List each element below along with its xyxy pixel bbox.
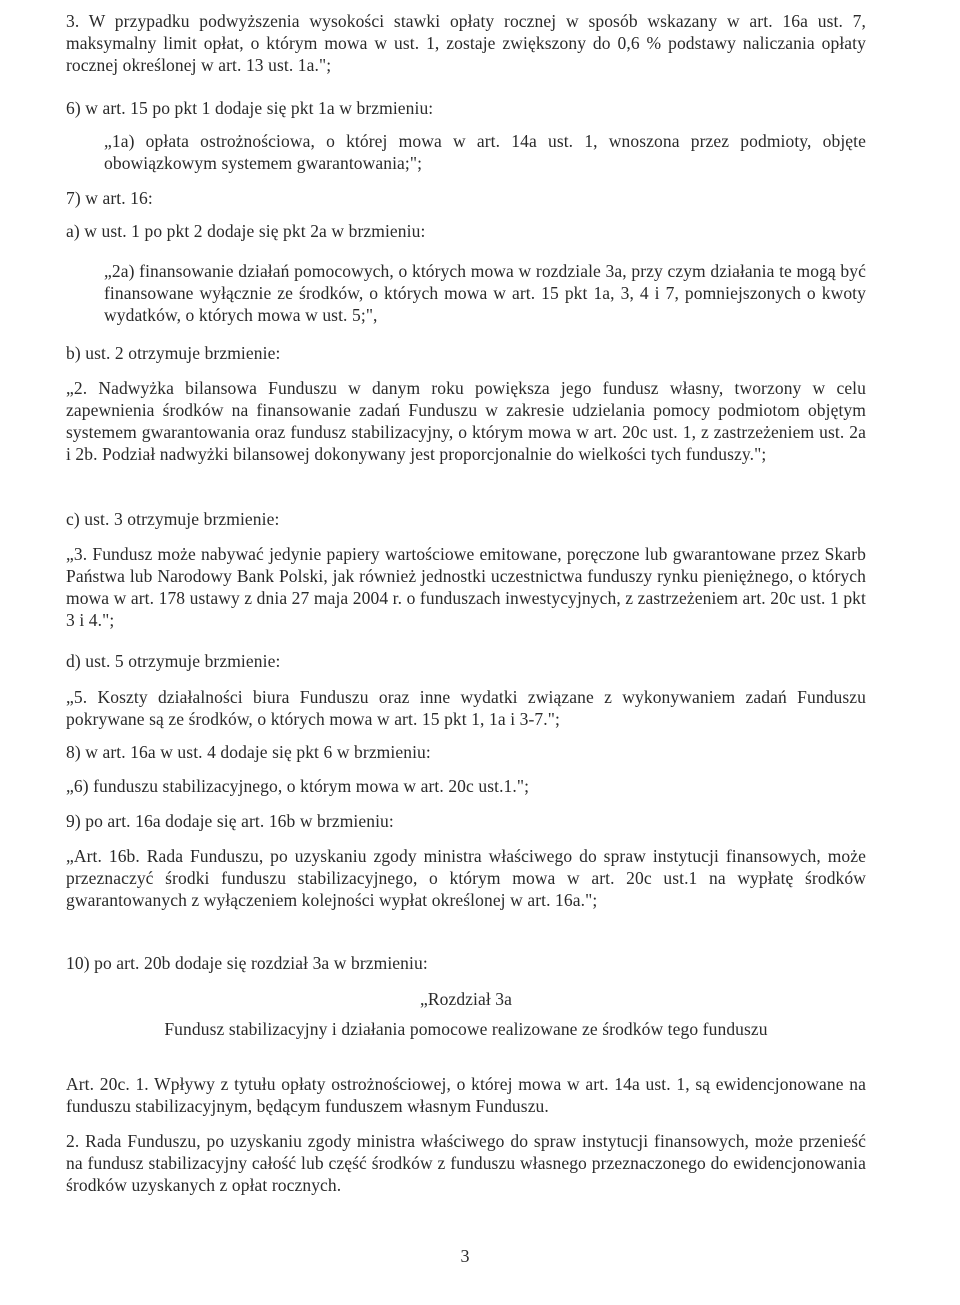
chapter-heading: „Rozdział 3a bbox=[419, 989, 513, 1009]
paragraph-item-7a: a) w ust. 1 po pkt 2 dodaje się pkt 2a w brzmieniu: bbox=[66, 221, 426, 241]
paragraph-item-2a: „2a) finansowanie działań pomocowych, o których mowa w rozdziale 3a, przy czym działania te mogą być finansowane wyłącznie ze środków, o których mowa w art. 15 pkt 1a, 3, 4 i 7, pomniejszonych o kwoty wydatków, o których mowa w ust. 5;", bbox=[104, 261, 866, 325]
paragraph-item-8: 8) w art. 16a w ust. 4 dodaje się pkt 6 w brzmieniu: bbox=[66, 742, 431, 762]
paragraph-art-20c-2: 2. Rada Funduszu, po uzyskaniu zgody ministra właściwego do spraw instytucji finansowych, może przenieść na fundusz stabilizacyjny całość lub część środków z funduszu własnego przeznaczonego do ewidencjonowania środków uzyskanych z opłat rocznych. bbox=[66, 1131, 866, 1195]
paragraph-item-6: 6) w art. 15 po pkt 1 dodaje się pkt 1a w brzmieniu: bbox=[66, 98, 434, 118]
paragraph-art-16b: „Art. 16b. Rada Funduszu, po uzyskaniu zgody ministra właściwego do spraw instytucji finansowych, może przeznaczyć środki funduszu stabilizacyjnego, o którym mowa w art. 20c ust.1 na wypłatę środków gwarantowanych z wyłączeniem kolejności wypłat określonej w art. 16a."; bbox=[66, 846, 866, 910]
paragraph-pkt-6: „6) funduszu stabilizacyjnego, o którym mowa w art. 20c ust.1."; bbox=[66, 776, 530, 796]
paragraph-ust-2: „2. Nadwyżka bilansowa Funduszu w danym roku powiększa jego fundusz własny, tworzony w celu zapewnienia środków na finansowanie zadań Funduszu w zakresie udzielania pomocy podmiotom objętym systemem gwarantowania oraz fundusz stabilizacyjny, o którym mowa w art. 20c ust. 1, z zastrzeżeniem ust. 2a i 2b. Podział nadwyżki bilansowej dokonywany jest proporcjonalnie do wielkości tych funduszy."; bbox=[66, 378, 866, 464]
chapter-title: Fundusz stabilizacyjny i działania pomocowe realizowane ze środków tego funduszu bbox=[164, 1019, 768, 1039]
paragraph-item-7b: b) ust. 2 otrzymuje brzmienie: bbox=[66, 343, 281, 363]
paragraph-item-7c: c) ust. 3 otrzymuje brzmienie: bbox=[66, 509, 280, 529]
page-number: 3 bbox=[460, 1246, 470, 1266]
paragraph-item-7d: d) ust. 5 otrzymuje brzmienie: bbox=[66, 651, 281, 671]
paragraph-item-10: 10) po art. 20b dodaje się rozdział 3a w brzmieniu: bbox=[66, 953, 428, 973]
paragraph-item-1a: „1a) opłata ostrożnościowa, o której mowa w art. 14a ust. 1, wnoszona przez podmioty, objęte obowiązkowym systemem gwarantowania;"; bbox=[104, 131, 866, 173]
paragraph-item-7: 7) w art. 16: bbox=[66, 188, 153, 208]
paragraph-ust-3: „3. Fundusz może nabywać jedynie papiery wartościowe emitowane, poręczone lub gwarantowane przez Skarb Państwa lub Narodowy Bank Polski, jak również jednostki uczestnictwa funduszy rynku pieniężnego, o których mowa w art. 178 ustawy z dnia 27 maja 2004 r. o funduszach inwestycyjnych, z zastrzeżeniem art. 20c ust. 1 pkt 3 i 4."; bbox=[66, 544, 866, 630]
paragraph-limit-increase: 3. W przypadku podwyższenia wysokości stawki opłaty rocznej w sposób wskazany w art. 16a ust. 7, maksymalny limit opłat, o którym mowa w ust. 1, zostaje zwiększony do 0,6 % podstawy naliczania opłaty rocznej określonej w art. 13 ust. 1a."; bbox=[66, 11, 866, 75]
paragraph-art-20c-1: Art. 20c. 1. Wpływy z tytułu opłaty ostrożnościowej, o której mowa w art. 14a ust. 1, są ewidencjonowane na funduszu stabilizacyjnym, będącym funduszem własnym Funduszu. bbox=[66, 1074, 866, 1116]
paragraph-item-9: 9) po art. 16a dodaje się art. 16b w brzmieniu: bbox=[66, 811, 394, 831]
paragraph-ust-5: „5. Koszty działalności biura Funduszu oraz inne wydatki związane z wykonywaniem zadań Funduszu pokrywane są ze środków, o których mowa w art. 15 pkt 1, 1a i 3-7."; bbox=[66, 687, 866, 729]
